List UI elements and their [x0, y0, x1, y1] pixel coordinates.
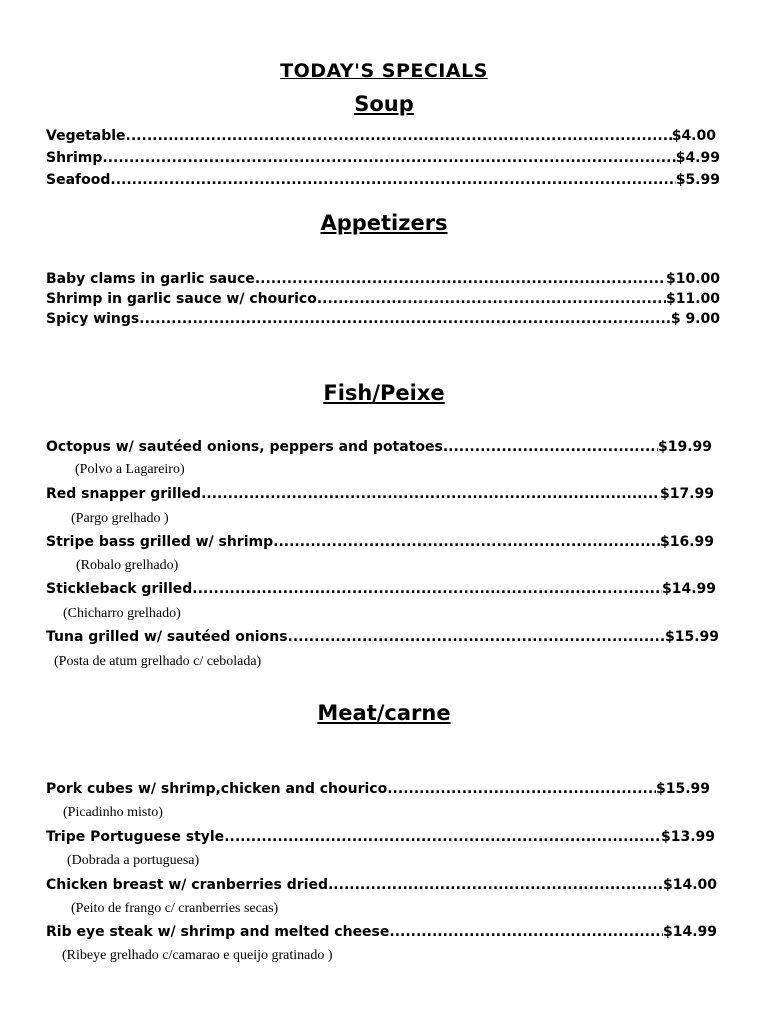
- dot-leader: [288, 628, 665, 646]
- section-heading-soup: Soup: [354, 92, 414, 116]
- item-price: $14.99: [662, 924, 717, 940]
- menu-item: [46, 923, 717, 941]
- menu-item: [46, 438, 712, 456]
- menu-item: [46, 310, 720, 328]
- dot-leader: [201, 485, 660, 503]
- item-name: Stickleback grilled: [46, 581, 193, 597]
- item-name: Rib eye steak w/ shrimp and melted cheese: [46, 924, 390, 940]
- item-translation: (Posta de atum grelhado c/ cebolada): [54, 654, 262, 669]
- item-name: Pork cubes w/ shrimp,chicken and chourico: [46, 781, 388, 797]
- menu-item: [46, 290, 720, 308]
- item-name: Vegetable: [46, 128, 126, 144]
- item-price: $10.00: [665, 271, 720, 287]
- item-translation: (Pargo grelhado ): [71, 511, 169, 526]
- item-name: Shrimp in garlic sauce w/ chourico: [46, 291, 317, 307]
- item-price: $15.99: [655, 781, 710, 797]
- menu-item: [46, 270, 720, 288]
- page-title: TODAY'S SPECIALS: [280, 60, 488, 82]
- item-translation: (Ribeye grelhado c/camarao e queijo gratinado ): [62, 948, 333, 963]
- menu-item: [46, 485, 714, 503]
- section-heading-appetizers: Appetizers: [320, 211, 448, 235]
- item-name: Seafood: [46, 172, 111, 188]
- menu-item: [46, 127, 716, 145]
- item-name: Baby clams in garlic sauce: [46, 271, 255, 287]
- item-price: $16.99: [659, 534, 714, 550]
- item-price: $14.99: [661, 581, 716, 597]
- item-name: Red snapper grilled: [46, 486, 202, 502]
- dot-leader: [126, 127, 672, 145]
- item-name: Stripe bass grilled w/ shrimp: [46, 534, 274, 550]
- item-price: $19.99: [657, 439, 712, 455]
- menu-item: [46, 876, 717, 894]
- menu-item: [46, 628, 719, 646]
- item-translation: (Chicharro grelhado): [63, 606, 181, 621]
- item-price: $15.99: [664, 629, 719, 645]
- dot-leader: [443, 438, 658, 456]
- dot-leader: [328, 876, 663, 894]
- dot-leader: [102, 149, 675, 167]
- item-translation: (Robalo grelhado): [76, 558, 179, 573]
- item-name: Shrimp: [46, 150, 103, 166]
- menu-item: [46, 828, 715, 846]
- item-price: $ 9.00: [670, 311, 720, 327]
- item-price: $17.99: [659, 486, 714, 502]
- menu-item: [46, 580, 716, 598]
- dot-leader: [273, 533, 660, 551]
- item-price: $11.00: [665, 291, 720, 307]
- item-translation: (Picadinho misto): [63, 805, 163, 820]
- menu-item: [46, 171, 720, 189]
- dot-leader: [317, 290, 666, 308]
- menu-item: [46, 149, 720, 167]
- item-translation: (Peito de frango c/ cranberries secas): [71, 901, 279, 916]
- menu-item: [46, 533, 714, 551]
- menu-item: [46, 780, 710, 798]
- dot-leader: [389, 923, 663, 941]
- section-heading-meat: Meat/carne: [317, 701, 451, 725]
- dot-leader: [139, 310, 671, 328]
- item-name: Spicy wings: [46, 311, 140, 327]
- item-name: Tripe Portuguese style: [46, 829, 225, 845]
- item-translation: (Polvo a Lagareiro): [75, 462, 185, 477]
- dot-leader: [192, 580, 662, 598]
- item-price: $4.00: [671, 128, 716, 144]
- item-price: $13.99: [660, 829, 715, 845]
- item-price: $4.99: [675, 150, 720, 166]
- dot-leader: [110, 171, 675, 189]
- item-name: Chicken breast w/ cranberries dried: [46, 877, 328, 893]
- item-translation: (Dobrada a portuguesa): [67, 853, 200, 868]
- item-price: $14.00: [662, 877, 717, 893]
- item-name: Tuna grilled w/ sautéed onions: [46, 629, 288, 645]
- dot-leader: [387, 780, 656, 798]
- dot-leader: [224, 828, 661, 846]
- item-price: $5.99: [675, 172, 720, 188]
- section-heading-fish: Fish/Peixe: [323, 381, 445, 405]
- dot-leader: [255, 270, 666, 288]
- item-name: Octopus w/ sautéed onions, peppers and potatoes: [46, 439, 443, 455]
